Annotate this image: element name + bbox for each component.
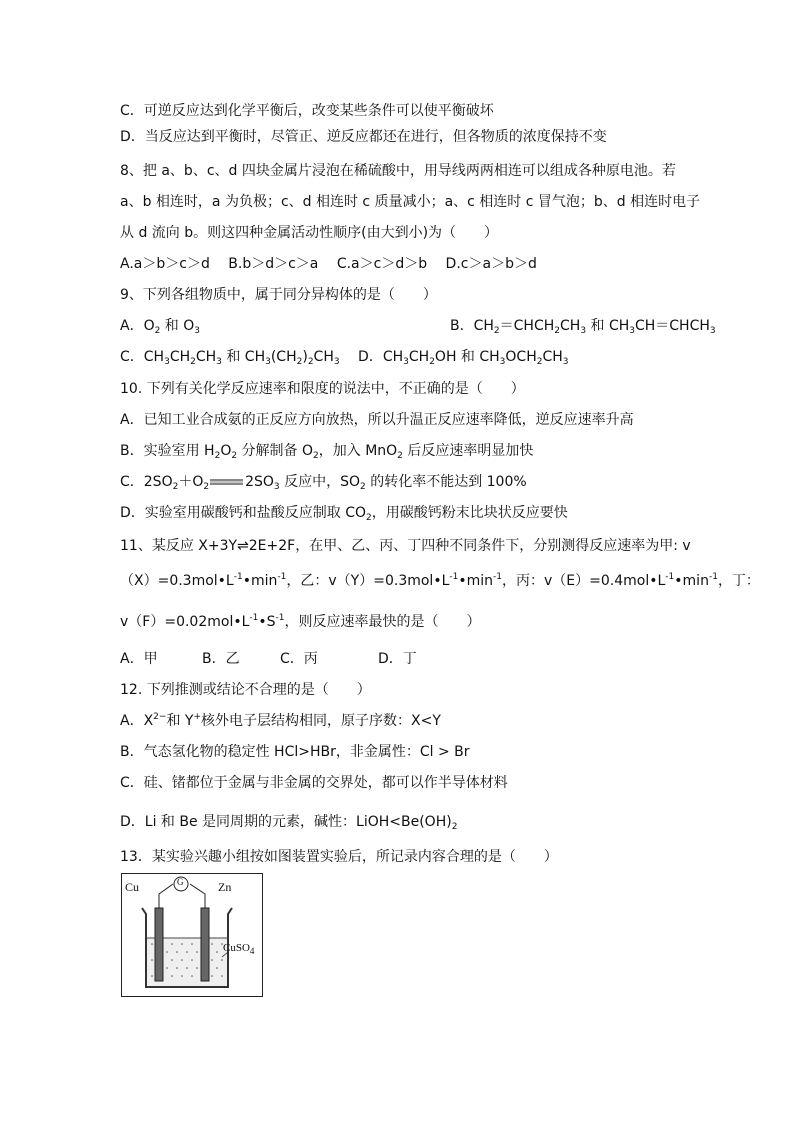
q13-stem: 13．某实验兴趣小组按如图装置实验后，所记录内容合理的是（ ） [120, 849, 558, 865]
equilibrium-arrow-icon [209, 477, 245, 487]
q9-options-ab: A．$O_2$ 和 $O_3$ B．$CH_2=CHCH_2CH_3$ 和 $CH_3CH=CHCH_3$ [120, 318, 716, 336]
q11-option-d: D．丁 [378, 651, 417, 667]
q8-stem-line1: 8、把 a、b、c、d 四块金属片浸泡在稀硫酸中，用导线两两相连可以组成各种原电池。若 [120, 163, 676, 179]
label-galvanometer: G [177, 877, 184, 887]
q10-option-d: D．实验室用碳酸钙和盐酸反应制取 $CO_2$，用碳酸钙粉末比块状反应要快 [120, 505, 568, 523]
label-zn: Zn [218, 880, 232, 894]
q11-stem-line1: 11、某反应 X+3Y⇌2E+2F，在甲、乙、丙、丁四种不同条件下，分别测得反应速率为甲: v [120, 538, 691, 554]
label-cuso4: CuSO$_4$ [223, 942, 255, 956]
q11-option-c: C．丙 [280, 651, 318, 667]
q11-option-b: B．乙 [202, 651, 240, 667]
q11-stem-line3: $v(F)=0.02mol•L^{-1}•S^{-1}$，则反应速率最快的是（ ） [120, 613, 481, 630]
zn-electrode [201, 908, 209, 981]
q9-options-cd: C．$CH_3CH_2CH_3$ 和 $CH_3(CH_2)_2CH_3$ D．$CH_3CH_2OH$ 和 $CH_3OCH_2CH_3$ [120, 349, 569, 367]
q9-stem: 9、下列各组物质中，属于同分异构体的是（ ） [120, 287, 437, 303]
cu-electrode [155, 908, 163, 981]
q10-option-b: B．实验室用 $H_2O_2$ 分解制备 $O_2$，加入 MnO$_2$ 后反应速率明显加快 [120, 443, 534, 461]
galvanic-cell-diagram [122, 874, 262, 996]
q12-option-d: D．Li 和 Be 是同周期的元素，碱性：$LiOH<Be(OH)_2$ [120, 814, 458, 832]
q12-stem: 12. 下列推测或结论不合理的是（ ） [120, 682, 371, 698]
q11-option-a: A．甲 [120, 651, 158, 667]
q10-option-c: C．$2SO_2+O_2$ $2SO_3$ 反应中，$SO_2$ 的转化率不能达到 100% [120, 474, 527, 492]
q12-option-a: A．$X^{2-}$和 Y+核外电子层结构相同，原子序数：X<Y [120, 712, 441, 729]
q12-option-b: B．气态氢化物的稳定性 HCl>HBr，非金属性：Cl > Br [120, 744, 470, 760]
q8-options: A.a＞b＞c＞d B.b＞d＞c＞a C.a＞c＞d＞b D.c＞a＞b＞d [120, 256, 537, 272]
label-cu: Cu [125, 880, 140, 894]
q8-stem-line2: a、b 相连时，a 为负极；c、d 相连时 c 质量减小；a、c 相连时 c 冒气泡；b、d 相连时电子 [120, 194, 701, 210]
q8-stem-line3: 从 d 流向 b。则这四种金属活动性顺序(由大到小)为（ ） [120, 225, 499, 241]
q10-option-a: A．已知工业合成氨的正反应方向放热，所以升温正反应速率降低，逆反应速率升高 [120, 412, 634, 428]
q10-stem: 10. 下列有关化学反应速率和限度的说法中，不正确的是（ ） [120, 381, 525, 397]
option-d-equilibrium: D．当反应达到平衡时，尽管正、逆反应都还在进行，但各物质的浓度保持不变 [120, 129, 607, 145]
q11-stem-line2: $(X)=0.3mol•L^{-1}•\min^{-1}$，乙：$v(Y)=0.3mol•L^{-1}•\min^{-1}$，丙：$v(E)=0.4mol•L^{-1}•\min^{-1}$，丁： [120, 572, 760, 589]
option-c-equilibrium: C．可逆反应达到化学平衡后，改变某些条件可以使平衡破坏 [120, 103, 494, 119]
galvanic-cell-figure [121, 873, 263, 997]
q12-option-c: C．硅、锗都位于金属与非金属的交界处，都可以作半导体材料 [120, 775, 508, 791]
